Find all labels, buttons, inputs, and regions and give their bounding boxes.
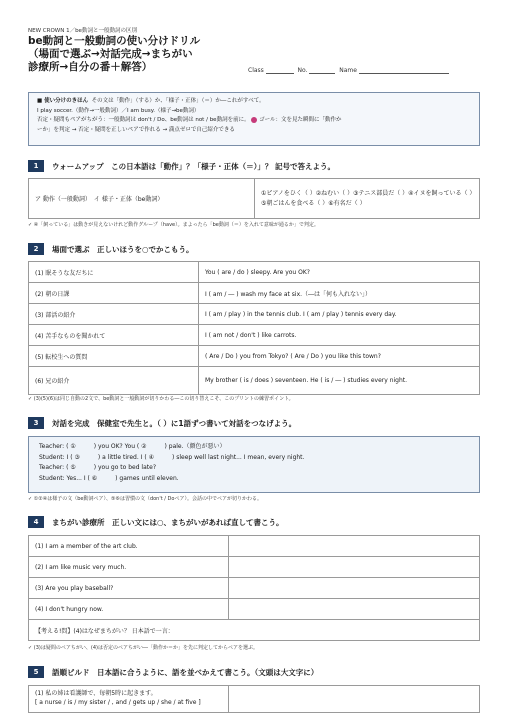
s2-row-5-text[interactable]: ( Are / Do ) you from Tokyo? ( Are / Do ) you like this town? xyxy=(199,346,480,367)
s2-row-2-label: (2) 朝の日課 xyxy=(29,283,199,304)
section-3-title: 対話を完成 保健室で先生と。（ ）に1語ずつ書いて対話をつなげよう。 xyxy=(52,418,297,428)
title-line-1: be動詞と一般動詞の使い分けドリル xyxy=(28,35,201,47)
basics-heading: ■ 使い分けのきほん xyxy=(37,98,89,104)
basics-rule: その文は「動作」（する）か、「様子・正体」（＝）か―これがすべて。 xyxy=(91,98,265,104)
basics-box xyxy=(28,92,480,146)
s4-row-2-answer[interactable] xyxy=(229,557,480,578)
basics-line-4: ーか」を判定 → 否定・疑問を正しいペアで作れる → 満点ゼロで自己紹介できる xyxy=(37,126,235,133)
section-1-note: ✓ ④「飼っている」は動きが見えないけれど動作グループ（have）。まよったら「be動詞（＝）を入れて意味が通るか」で判定。 xyxy=(28,222,319,228)
dialogue-line-3[interactable]: Teacher: ( ⑤ ) you go to bed late? xyxy=(39,464,157,471)
s5-row-1-answer[interactable] xyxy=(229,686,480,713)
title-line-2: （場面で選ぶ→対話完成→まちがい xyxy=(28,48,193,60)
section-2-title: 場面で選ぶ 正しいほうを○でかこもう。 xyxy=(52,244,194,254)
section-5-heading xyxy=(28,665,318,679)
s1-items[interactable]: ①ピアノをひく（ ）②ねむい（ ）③テニス部員だ（ ）④イヌを飼っている（ ）⑤朝ごはんを食べる（ ）⑥有名だ（ ） xyxy=(255,179,480,219)
section-2-heading xyxy=(28,242,194,256)
section-2-note: ✓ (3)(5)(6)は同じ自動の2文で、be動詞と一般動詞が切りかわる―この切り替えこそ、このプリントの練習ポイント。 xyxy=(28,396,294,402)
section-1-table xyxy=(28,178,480,219)
s2-row-6-text[interactable]: My brother ( is / does ) seventeen. He ( is / ― ) studies every night. xyxy=(199,367,480,395)
section-4-table xyxy=(28,535,480,641)
dialogue-line-1[interactable]: Teacher: ( ① ) you OK? You ( ② ) pale.（顔色が悪い） xyxy=(39,443,226,450)
basics-line-1 xyxy=(37,97,471,107)
section-1-title: ウォームアップ この日本語は「動作」？「様子・正体（＝）」？ 記号で答えよう。 xyxy=(52,161,336,171)
basics-line-3 xyxy=(37,116,471,126)
basics-negation-rule: 否定・疑問もペアがちがう：一般動詞は don't / Do、be動詞は not / be動詞を前に。 xyxy=(37,117,250,123)
s4-row-3-answer[interactable] xyxy=(229,578,480,599)
s5-row-1-words: [ a nurse / is / my sister / , and / gets up / she / at five ] xyxy=(35,699,201,706)
table-row xyxy=(29,557,480,578)
table-row xyxy=(29,283,480,304)
s1-choices: ア 動作（一般動詞） イ 様子・正体（be動詞） xyxy=(29,179,255,219)
number-field[interactable] xyxy=(309,67,335,74)
name-label: Name xyxy=(339,67,357,74)
s2-row-6-label: (6) 兄の紹介 xyxy=(29,367,199,395)
section-4-title: まちがい診療所 正しい文には○、まちがいがあれば直して書こう。 xyxy=(52,517,284,527)
class-field[interactable] xyxy=(266,67,294,74)
s4-row-3-sentence: (3) Are you play baseball? xyxy=(29,578,229,599)
table-row xyxy=(29,367,480,395)
s2-row-4-label: (4) 苦手なものを聞かれて xyxy=(29,325,199,346)
section-2-number: 2 xyxy=(28,243,44,255)
s4-row-2-sentence: (2) I am like music very much. xyxy=(29,557,229,578)
number-label: No. xyxy=(297,67,308,74)
section-4-number: 4 xyxy=(28,516,44,528)
s5-row-1-japanese: (1) 私の姉は看護師で、毎朝5時に起きます。 xyxy=(35,690,157,697)
name-field[interactable] xyxy=(359,67,449,74)
section-5-title: 語順ビルド 日本語に合うように、語を並べかえて書こう。（文頭は大文字に） xyxy=(52,667,319,677)
section-2-table xyxy=(28,261,480,395)
student-info-line xyxy=(248,67,449,74)
basics-goal: ゴール：文を見た瞬間に「動作か xyxy=(259,117,342,123)
s2-row-2-text[interactable]: I ( am / ― ) wash my face at six.（―は「何も入れない」） xyxy=(199,283,480,304)
table-row xyxy=(29,304,480,325)
goal-bullet-icon xyxy=(251,117,257,123)
s2-row-1-label: (1) 眠そうな友だちに xyxy=(29,262,199,283)
section-4-heading xyxy=(28,515,284,529)
section-3-number: 3 xyxy=(28,417,44,429)
s5-row-1-prompt xyxy=(29,686,229,713)
table-row xyxy=(29,262,480,283)
section-5-table xyxy=(28,685,480,713)
worksheet-subtitle: NEW CROWN 1／be動詞と一般動詞の区別 xyxy=(28,28,137,34)
s2-row-1-text[interactable]: You ( are / do ) sleepy. Are you OK? xyxy=(199,262,480,283)
table-row xyxy=(29,620,480,641)
dialogue-box xyxy=(28,436,480,493)
s2-row-3-text[interactable]: I ( am / play ) in the tennis club. I ( am / play ) tennis every day. xyxy=(199,304,480,325)
section-3-heading xyxy=(28,416,296,430)
section-4-note: ✓ (3)は疑問のペアちがい、(4)は否定のペアちがい―「動作か＝か」を先に判定してからペアを選ぶ。 xyxy=(28,645,259,651)
table-row xyxy=(29,346,480,367)
s2-row-3-label: (3) 部活の紹介 xyxy=(29,304,199,325)
section-3-note: ✓ ①②④は様子の文（be動詞ペア）、⑤⑥は習慣の文（don't / Doペア）。会話の中でペアが切りかわる。 xyxy=(28,496,262,502)
table-row xyxy=(29,325,480,346)
table-row xyxy=(29,536,480,557)
title-line-3: 診療所→自分の番＋解答） xyxy=(28,61,153,73)
table-row xyxy=(29,686,480,713)
section-1-heading xyxy=(28,159,335,173)
s2-row-5-label: (5) 転校生への質問 xyxy=(29,346,199,367)
table-row xyxy=(29,578,480,599)
s4-row-4-sentence: (4) I don't hungry now. xyxy=(29,599,229,620)
dialogue-line-2[interactable]: Student: I ( ③ ) a little tired. I ( ④ ) sleep well last night... I mean, every night. xyxy=(39,453,305,461)
worksheet-title xyxy=(28,35,258,74)
s4-row-1-sentence: (1) I am a member of the art club. xyxy=(29,536,229,557)
section-1-number: 1 xyxy=(28,160,44,172)
class-label: Class xyxy=(248,67,264,74)
s4-row-4-answer[interactable] xyxy=(229,599,480,620)
basics-line-2: I play soccer.（動作→一般動詞）／I am busy.（様子→be動詞） xyxy=(37,107,200,114)
section-5-number: 5 xyxy=(28,666,44,678)
dialogue-line-4[interactable]: Student: Yes... I ( ⑥ ) games until eleven. xyxy=(39,474,179,482)
s4-think-question[interactable]: 【考える!問】(4)はなぜまちがい？ 日本語で一言： xyxy=(29,620,480,641)
table-row xyxy=(29,599,480,620)
s4-row-1-answer[interactable] xyxy=(229,536,480,557)
s2-row-4-text[interactable]: I ( am not / don't ) like carrots. xyxy=(199,325,480,346)
